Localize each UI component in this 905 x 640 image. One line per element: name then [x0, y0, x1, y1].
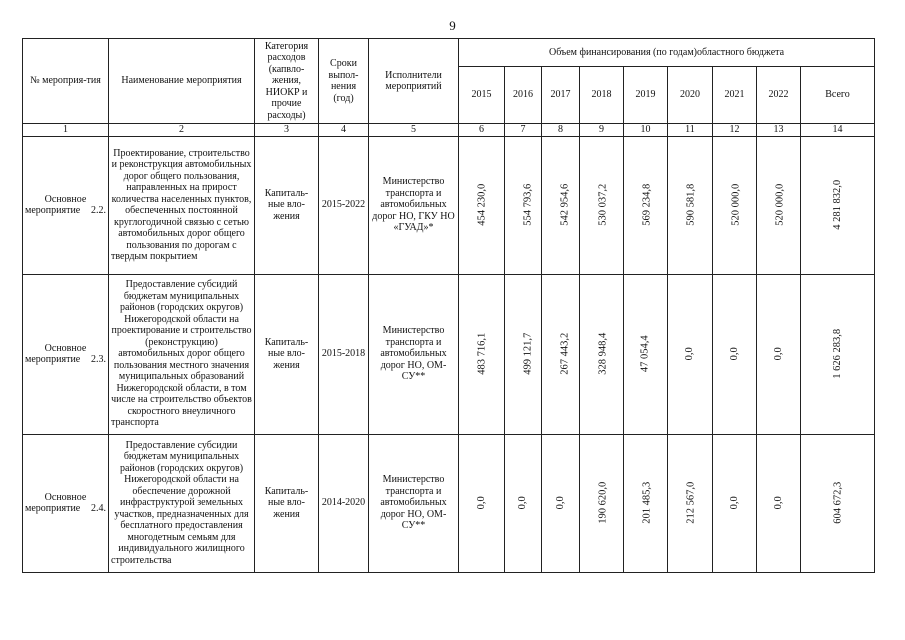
execution-terms: 2015-2022: [319, 136, 369, 274]
header-funding: Объем финансирования (по годам)областного бюджета: [459, 39, 875, 67]
header-name: Наименование мероприятия: [109, 39, 255, 124]
funding-value: 201 485,3: [641, 482, 653, 524]
header-year: 2022: [757, 67, 801, 124]
funding-value: 499 121,7: [522, 333, 534, 375]
table-row: [23, 434, 875, 572]
funding-value: 190 620,0: [597, 482, 609, 524]
column-number: 3: [255, 124, 319, 137]
header-year: 2017: [542, 67, 580, 124]
header-year: 2018: [580, 67, 624, 124]
column-number: 13: [757, 124, 801, 137]
header-year: 2015: [459, 67, 505, 124]
page-number: 9: [449, 18, 456, 33]
column-number: 11: [668, 124, 713, 137]
funding-total: 1 626 283,8: [831, 329, 843, 379]
execution-terms: 2015-2018: [319, 274, 369, 434]
expense-category: Капиталь-ные вло-жения: [255, 274, 319, 434]
funding-value: 0,0: [517, 496, 529, 510]
funding-value: 520 000,0: [730, 184, 742, 226]
funding-value: 0,0: [728, 496, 740, 510]
funding-value: 47 054,4: [639, 335, 651, 373]
measure-name: Проектирование, строительство и реконструкция автомобильных дорог общего пользования, направленных на прирост количества населенных пунктов, обеспеченных постоянной круглогодичной связью с сетью автомобильных дорог общего пользования по дорогам с твердым покрытием: [109, 136, 255, 274]
executors: Министерство транспорта и автомобильных дорог НО, ОМ-СУ**: [369, 434, 459, 572]
funding-value: 0,0: [554, 496, 566, 510]
header-year: 2020: [668, 67, 713, 124]
measure-name: Предоставление субсидии бюджетам муниципальных районов (городских округов) Нижегородской области на обеспечение дорожной инфраструктурой земельных участков, предназначенных для бесплатного предоставления многодетным семьям для индивидуального жилищного строительства: [109, 434, 255, 572]
column-number: 9: [580, 124, 624, 137]
funding-value: 267 443,2: [559, 333, 571, 375]
funding-value: 590 581,8: [685, 184, 697, 226]
funding-value: 0,0: [475, 496, 487, 510]
column-numbers-row: [23, 124, 875, 137]
funding-value: 569 234,8: [641, 184, 653, 226]
column-number: 12: [713, 124, 757, 137]
measure-number: Основное мероприятие 2.3.: [23, 274, 109, 434]
funding-value: 0,0: [772, 496, 784, 510]
executors: Министерство транспорта и автомобильных дорог НО, ОМ-СУ**: [369, 274, 459, 434]
executors: Министерство транспорта и автомобильных дорог НО, ГКУ НО «ГУАД»*: [369, 136, 459, 274]
funding-value: 454 230,0: [476, 184, 488, 226]
funding-value: 483 716,1: [476, 333, 488, 375]
expense-category: Капиталь-ные вло-жения: [255, 434, 319, 572]
header-year: 2016: [505, 67, 542, 124]
column-number: 2: [109, 124, 255, 137]
funding-value: 212 567,0: [685, 482, 697, 524]
funding-table: [22, 38, 875, 573]
funding-value: 0,0: [772, 347, 784, 361]
column-number: 7: [505, 124, 542, 137]
header-num: № мероприя-тия: [23, 39, 109, 124]
measure-name: Предоставление субсидий бюджетам муниципальных районов (городских округов) Нижегородской области на проектирование и строительство (реконструкцию) автомобильных дорог общего пользования местного значения муниципальных образований Нижегородской области, в том числе на строительство объектов скоростного внеуличного транспорта: [109, 274, 255, 434]
funding-value: 328 948,4: [597, 333, 609, 375]
table-row: [23, 274, 875, 434]
header-category: Категория расходов (капвло-жения, НИОКР и прочие расходы): [255, 39, 319, 124]
header-year-total: Всего: [801, 67, 875, 124]
column-number: 14: [801, 124, 875, 137]
header-year: 2021: [713, 67, 757, 124]
column-number: 5: [369, 124, 459, 137]
header-terms: Сроки выпол-нения (год): [319, 39, 369, 124]
column-number: 4: [319, 124, 369, 137]
funding-value: 542 954,6: [559, 184, 571, 226]
column-number: 10: [624, 124, 668, 137]
column-number: 8: [542, 124, 580, 137]
funding-total: 4 281 832,0: [831, 180, 843, 230]
measure-number: Основное мероприятие 2.4.: [23, 434, 109, 572]
measure-number: Основное мероприятие 2.2.: [23, 136, 109, 274]
funding-value: 0,0: [728, 347, 740, 361]
header-executors: Исполнители мероприятий: [369, 39, 459, 124]
funding-value: 530 037,2: [597, 184, 609, 226]
funding-value: 554 793,6: [522, 184, 534, 226]
header-year: 2019: [624, 67, 668, 124]
funding-total: 604 672,3: [831, 482, 843, 524]
funding-value: 0,0: [684, 347, 696, 361]
funding-value: 520 000,0: [774, 184, 786, 226]
column-number: 1: [23, 124, 109, 137]
table-row: [23, 136, 875, 274]
execution-terms: 2014-2020: [319, 434, 369, 572]
expense-category: Капиталь-ные вло-жения: [255, 136, 319, 274]
column-number: 6: [459, 124, 505, 137]
